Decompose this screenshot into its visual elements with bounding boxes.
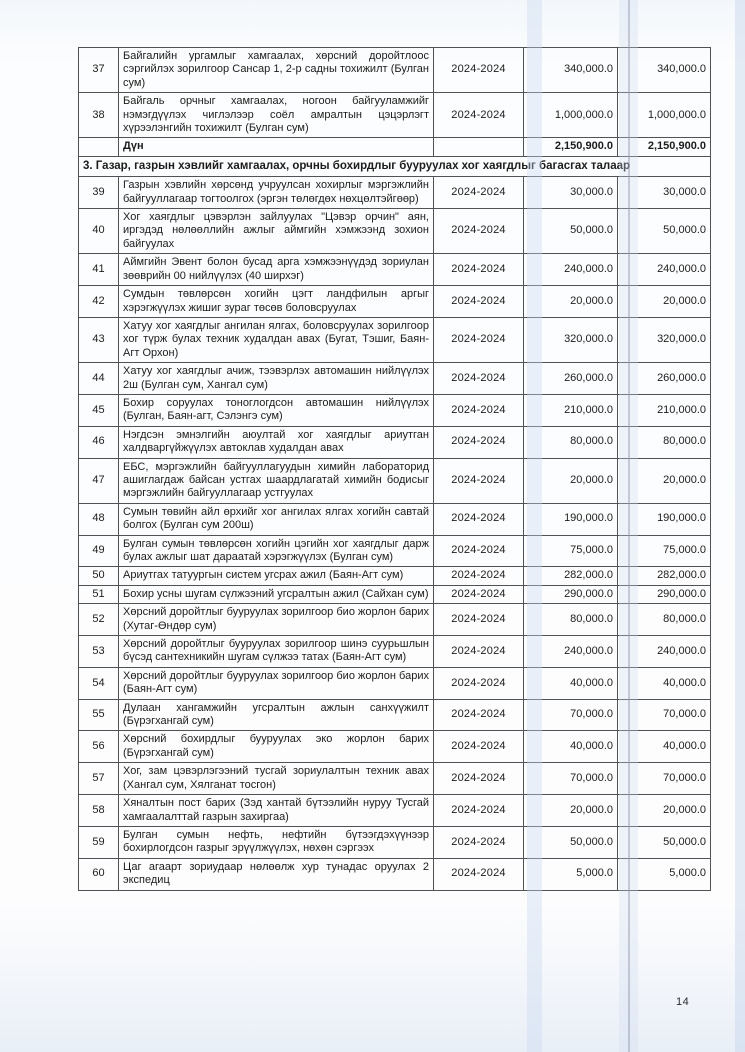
section-header-label: 3. Газар, газрын хэвлийг хамгаалах, орчны бохирдлыг бууруулах хог хаягдлыг багасгах талаар xyxy=(79,156,711,176)
amount-cell: 282,000.0 xyxy=(524,567,618,585)
row-number-cell: 60 xyxy=(79,858,119,890)
row-number-cell: 43 xyxy=(79,317,119,362)
row-number-cell: 52 xyxy=(79,604,119,636)
amount-cell: 70,000.0 xyxy=(618,763,711,795)
description-cell: Бохир усны шугам сүлжээний угсралтын ажил (Сайхан сум) xyxy=(119,585,434,603)
amount-cell: 240,000.0 xyxy=(618,254,711,286)
amount-cell: 40,000.0 xyxy=(618,731,711,763)
amount-cell: 50,000.0 xyxy=(524,826,618,858)
amount-cell: 5,000.0 xyxy=(524,858,618,890)
row-number-cell: 57 xyxy=(79,763,119,795)
amount-cell: 282,000.0 xyxy=(618,567,711,585)
description-cell: Булган сумын нефть, нефтийн бүтээгдэхүүнээр бохирлогдсон газрыг эрүүлжүүлэх, нөхөн сэргээх xyxy=(119,826,434,858)
section-header-row xyxy=(79,156,711,176)
row-number-cell: 47 xyxy=(79,458,119,503)
description-cell: Хатуу хог хаягдлыг ачиж, тээвэрлэх автомашин нийлүүлэх 2ш (Булган сум, Хангал сум) xyxy=(119,363,434,395)
table-row xyxy=(79,177,711,209)
year-cell: 2024-2024 xyxy=(434,731,524,763)
year-cell: 2024-2024 xyxy=(434,826,524,858)
table-row xyxy=(79,93,711,138)
table-row xyxy=(79,731,711,763)
row-number-cell: 50 xyxy=(79,567,119,585)
year-cell: 2024-2024 xyxy=(434,503,524,535)
amount-cell: 80,000.0 xyxy=(618,604,711,636)
row-number-cell: 56 xyxy=(79,731,119,763)
year-cell: 2024-2024 xyxy=(434,858,524,890)
row-number-cell: 48 xyxy=(79,503,119,535)
year-cell: 2024-2024 xyxy=(434,667,524,699)
description-cell: Байгалийн ургамлыг хамгаалах, хөрсний доройтлоос сэргийлэх зорилгоор Сансар 1, 2-р садны тохижилт (Булган сум) xyxy=(119,48,434,93)
table-row xyxy=(79,394,711,426)
description-cell: Хөрсний доройтлыг бууруулах зорилгоор шинэ суурьшлын бүсэд сантехникийн шугам сүлжээ татах (Баян-Агт сум) xyxy=(119,636,434,668)
row-number-cell: 59 xyxy=(79,826,119,858)
amount-cell: 70,000.0 xyxy=(524,763,618,795)
table-row xyxy=(79,795,711,827)
year-cell: 2024-2024 xyxy=(434,254,524,286)
amount-cell: 290,000.0 xyxy=(524,585,618,603)
table-row xyxy=(79,535,711,567)
year-cell: 2024-2024 xyxy=(434,48,524,93)
row-number-cell: 38 xyxy=(79,93,119,138)
description-cell: Хөрсний бохирдлыг бууруулах эко жорлон барих (Бүрэгхангай сум) xyxy=(119,731,434,763)
description-cell: Хөрсний доройтлыг бууруулах зорилгоор био жорлон барих (Хутаг-Өндөр сум) xyxy=(119,604,434,636)
table-row xyxy=(79,48,711,93)
amount-cell: 20,000.0 xyxy=(524,795,618,827)
table-row xyxy=(79,503,711,535)
table-row xyxy=(79,317,711,362)
table-row xyxy=(79,286,711,318)
total-amount-cell: 2,150,900.0 xyxy=(618,138,711,156)
row-number-cell: 51 xyxy=(79,585,119,603)
amount-cell: 80,000.0 xyxy=(618,426,711,458)
description-cell: Цаг агаарт зориудаар нөлөөлж хур тунадас оруулах 2 экспедиц xyxy=(119,858,434,890)
row-number-cell: 42 xyxy=(79,286,119,318)
amount-cell: 75,000.0 xyxy=(618,535,711,567)
amount-cell: 240,000.0 xyxy=(524,636,618,668)
table-row xyxy=(79,254,711,286)
table-row xyxy=(79,763,711,795)
table-row xyxy=(79,667,711,699)
year-cell: 2024-2024 xyxy=(434,567,524,585)
description-cell: Сумдын төвлөрсөн хогийн цэгт ландфилын аргыг хэрэгжүүлэх жишиг зураг төсөв боловсруулах xyxy=(119,286,434,318)
row-number-cell: 49 xyxy=(79,535,119,567)
year-cell: 2024-2024 xyxy=(434,363,524,395)
total-label-cell: Дүн xyxy=(119,138,434,156)
amount-cell: 50,000.0 xyxy=(618,209,711,254)
amount-cell: 80,000.0 xyxy=(524,604,618,636)
description-cell: Хяналтын пост барих (Зэд хантай бүтээлийн нуруу Тусгай хамгаалалттай газрын захиргаа) xyxy=(119,795,434,827)
year-cell: 2024-2024 xyxy=(434,317,524,362)
amount-cell: 30,000.0 xyxy=(524,177,618,209)
amount-cell: 210,000.0 xyxy=(524,394,618,426)
amount-cell: 190,000.0 xyxy=(618,503,711,535)
amount-cell: 70,000.0 xyxy=(524,699,618,731)
year-cell: 2024-2024 xyxy=(434,394,524,426)
row-number-cell: 58 xyxy=(79,795,119,827)
page-number: 14 xyxy=(676,996,690,1008)
amount-cell: 75,000.0 xyxy=(524,535,618,567)
amount-cell: 240,000.0 xyxy=(524,254,618,286)
description-cell: Хатуу хог хаягдлыг ангилан ялгах, боловсруулах зорилгоор хог түрж булах техник худалдан авах (Бугат, Тэшиг, Баян-Агт Орхон) xyxy=(119,317,434,362)
amount-cell: 20,000.0 xyxy=(618,458,711,503)
amount-cell: 340,000.0 xyxy=(524,48,618,93)
table-row xyxy=(79,826,711,858)
description-cell: Бохир соруулах тоноглогдсон автомашин нийлүүлэх (Булган, Баян-агт, Сэлэнгэ сум) xyxy=(119,394,434,426)
year-cell: 2024-2024 xyxy=(434,585,524,603)
table-row xyxy=(79,426,711,458)
year-cell xyxy=(434,138,524,156)
amount-cell: 340,000.0 xyxy=(618,48,711,93)
description-cell: Дулаан хангамжийн угсралтын ажлын санхүүжилт (Бүрэгхангай сум) xyxy=(119,699,434,731)
table-row xyxy=(79,699,711,731)
description-cell: Газрын хэвлийн хөрсөнд учруулсан хохирлыг мэргэжлийн байгууллагаар тогтоолгох (эргэн төлөгдөх нөхцөлтэйгөөр) xyxy=(119,177,434,209)
amount-cell: 70,000.0 xyxy=(618,699,711,731)
year-cell: 2024-2024 xyxy=(434,795,524,827)
table-row xyxy=(79,209,711,254)
amount-cell: 190,000.0 xyxy=(524,503,618,535)
row-number-cell: 39 xyxy=(79,177,119,209)
table-row xyxy=(79,585,711,603)
year-cell: 2024-2024 xyxy=(434,426,524,458)
amount-cell: 40,000.0 xyxy=(618,667,711,699)
year-cell: 2024-2024 xyxy=(434,177,524,209)
amount-cell: 50,000.0 xyxy=(524,209,618,254)
table-row xyxy=(79,636,711,668)
row-number-cell: 40 xyxy=(79,209,119,254)
year-cell: 2024-2024 xyxy=(434,763,524,795)
year-cell: 2024-2024 xyxy=(434,209,524,254)
row-number-cell: 53 xyxy=(79,636,119,668)
amount-cell: 20,000.0 xyxy=(524,286,618,318)
amount-cell: 260,000.0 xyxy=(618,363,711,395)
total-amount-cell: 2,150,900.0 xyxy=(524,138,618,156)
year-cell: 2024-2024 xyxy=(434,604,524,636)
year-cell: 2024-2024 xyxy=(434,458,524,503)
year-cell: 2024-2024 xyxy=(434,535,524,567)
amount-cell: 20,000.0 xyxy=(524,458,618,503)
table-row xyxy=(79,458,711,503)
description-cell: Булган сумын төвлөрсөн хогийн цэгийн хог хаягдлыг дарж булах ажлыг шат дараатай хэрэгжүүлэх (Булган сум) xyxy=(119,535,434,567)
amount-cell: 5,000.0 xyxy=(618,858,711,890)
row-number-cell xyxy=(79,138,119,156)
amount-cell: 20,000.0 xyxy=(618,286,711,318)
amount-cell: 50,000.0 xyxy=(618,826,711,858)
amount-cell: 320,000.0 xyxy=(524,317,618,362)
description-cell: Байгаль орчныг хамгаалах, ногоон байгууламжийг нэмэгдүүлэх чиглэлээр соёл амралтын цэцэрлэгт хүрээлэнгийн тохижилт (Булган сум) xyxy=(119,93,434,138)
budget-projects-table xyxy=(78,47,711,891)
amount-cell: 240,000.0 xyxy=(618,636,711,668)
row-number-cell: 41 xyxy=(79,254,119,286)
amount-cell: 30,000.0 xyxy=(618,177,711,209)
description-cell: Хог хаягдлыг цэвэрлэн зайлуулах "Цэвэр орчин" аян, иргэдэд нөлөөллийн ажлыг аймгийн хэмжээнд зохион байгуулах xyxy=(119,209,434,254)
amount-cell: 1,000,000.0 xyxy=(618,93,711,138)
description-cell: ЕБС, мэргэжлийн байгууллагуудын химийн лабораторид ашиглагдаж байсан устгах шаардлагатай химийн бодисыг мэргэжлийн байгууллагаар устгуулах xyxy=(119,458,434,503)
row-number-cell: 45 xyxy=(79,394,119,426)
row-number-cell: 44 xyxy=(79,363,119,395)
amount-cell: 260,000.0 xyxy=(524,363,618,395)
table-row xyxy=(79,604,711,636)
scan-streak-edge xyxy=(735,0,745,1052)
description-cell: Хөрсний доройтлыг бууруулах зорилгоор био жорлон барих (Баян-Агт сум) xyxy=(119,667,434,699)
row-number-cell: 55 xyxy=(79,699,119,731)
total-row xyxy=(79,138,711,156)
year-cell: 2024-2024 xyxy=(434,93,524,138)
table-row xyxy=(79,363,711,395)
amount-cell: 290,000.0 xyxy=(618,585,711,603)
description-cell: Аймгийн Эвент болон бусад арга хэмжээнүүдэд зориулан зөөврийн 00 нийлүүлэх (40 ширхэг) xyxy=(119,254,434,286)
amount-cell: 20,000.0 xyxy=(618,795,711,827)
year-cell: 2024-2024 xyxy=(434,636,524,668)
row-number-cell: 54 xyxy=(79,667,119,699)
row-number-cell: 37 xyxy=(79,48,119,93)
description-cell: Ариутгах татуургын систем угсрах ажил (Баян-Агт сум) xyxy=(119,567,434,585)
description-cell: Хог, зам цэвэрлэгээний тусгай зориулалтын техник авах (Хангал сум, Хялганат тосгон) xyxy=(119,763,434,795)
table-row xyxy=(79,567,711,585)
description-cell: Нэгдсэн эмнэлгийн аюултай хог хаягдлыг ариутган халдваргүйжүүлэх автоклав худалдан авах xyxy=(119,426,434,458)
description-cell: Сумын төвийн айл өрхийг хог ангилах ялгах хогийн савтай болгох (Булган сум 200ш) xyxy=(119,503,434,535)
row-number-cell: 46 xyxy=(79,426,119,458)
amount-cell: 80,000.0 xyxy=(524,426,618,458)
amount-cell: 1,000,000.0 xyxy=(524,93,618,138)
amount-cell: 320,000.0 xyxy=(618,317,711,362)
year-cell: 2024-2024 xyxy=(434,699,524,731)
amount-cell: 40,000.0 xyxy=(524,667,618,699)
year-cell: 2024-2024 xyxy=(434,286,524,318)
table-row xyxy=(79,858,711,890)
amount-cell: 210,000.0 xyxy=(618,394,711,426)
amount-cell: 40,000.0 xyxy=(524,731,618,763)
